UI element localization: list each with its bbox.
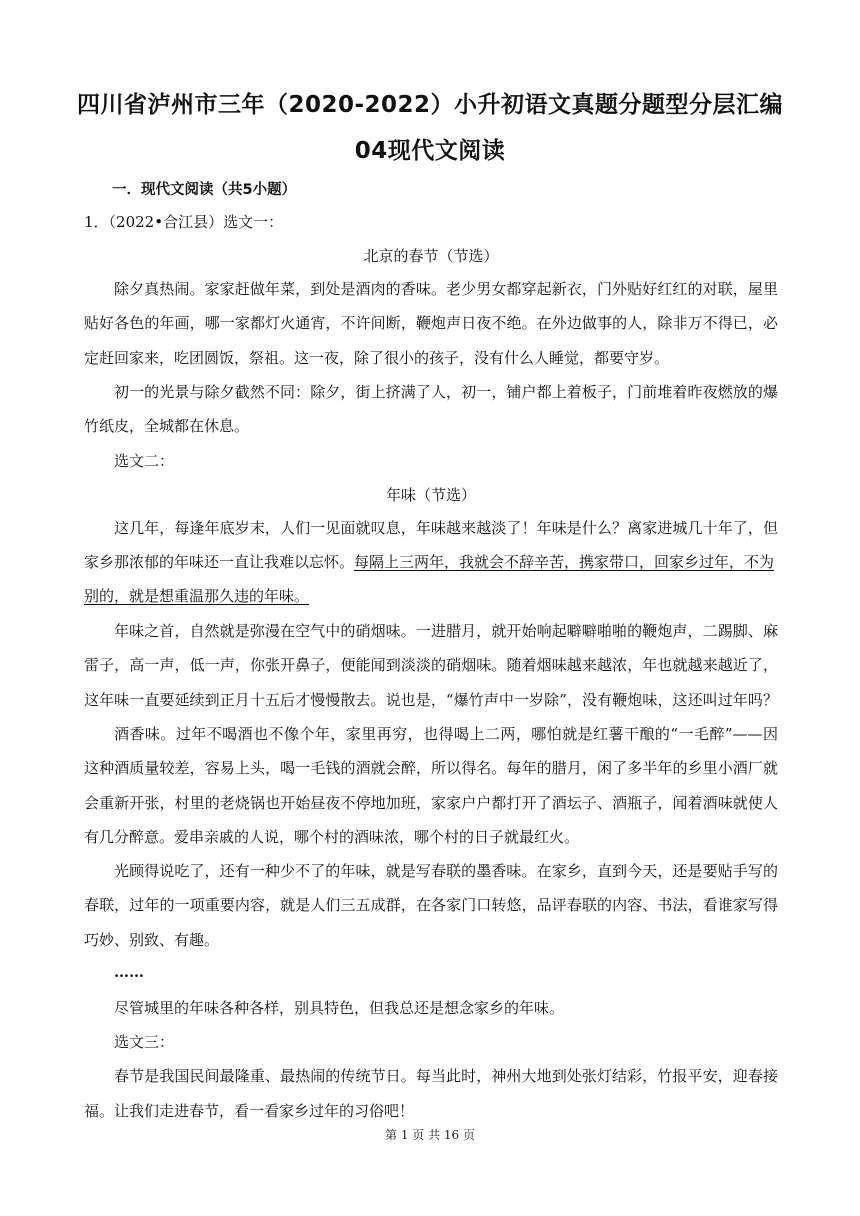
paragraph-text: 家乡那浓郁的年味还一直让我难以忘怀。 (84, 553, 355, 571)
paragraph-line: 这年味一直要延续到正月十五后才慢慢散去。说也是，“爆竹声中一岁除”，没有鞭炮味，这还叫过年吗？ (84, 691, 778, 709)
underlined-sentence: 别的，就是想重温那久违的年味。 (84, 587, 310, 605)
paragraph-line: 初一的光景与除夕截然不同：除夕，街上挤满了人，初一，铺户都上着板子，门前堆着昨夜燃放的爆 (114, 383, 778, 401)
document-title-line-2: 04现代文阅读 (354, 138, 506, 164)
paragraph-line: 竹纸皮，全城都在休息。 (84, 417, 250, 435)
section-heading: 一．现代文阅读（共5小题） (112, 182, 297, 198)
document-title-line-1: 四川省泸州市三年（2020-2022）小升初语文真题分题型分层汇编 (76, 92, 784, 118)
passage-2-title: 年味（节选） (385, 486, 476, 504)
paragraph-line: 尽管城里的年味各种各样，别具特色，但我总还是想念家乡的年味。 (114, 999, 565, 1017)
paragraph-line: 雷子，高一声，低一声，你张开鼻子，便能闻到淡淡的硝烟味。随着烟味越来越浓，年也就越来越近了， (84, 656, 778, 674)
paragraph-line: 年味之首，自然就是弥漫在空气中的硝烟味。一进腊月，就开始响起噼噼啪啪的鞭炮声，二踢脚、麻 (114, 622, 778, 640)
question-intro: 1．（2022•合江县）选文一： (84, 213, 284, 231)
paragraph-line: 福。让我们走进春节，看一看家乡过年的习俗吧！ (84, 1102, 415, 1120)
paragraph-line: 巧妙、别致、有趣。 (84, 931, 220, 949)
passage-1-title: 北京的春节（节选） (363, 247, 499, 265)
paragraph-line: 春联，过年的一项重要内容，就是人们三五成群，在各家门口转悠，品评春联的内容、书法，看谁家写得 (84, 896, 778, 914)
paragraph-line: 春节是我国民间最隆重、最热闹的传统节日。每当此时，神州大地到处张灯结彩，竹报平安，迎春接 (114, 1067, 778, 1085)
paragraph-line: 除夕真热闹。家家赶做年菜，到处是酒肉的香味。老少男女都穿起新衣，门外贴好红红的对联，屋里 (114, 280, 778, 298)
passage-3-label: 选文三： (114, 1033, 175, 1051)
ellipsis-mark: …… (114, 963, 144, 981)
paragraph-line: 有几分醉意。爱串亲戚的人说，哪个村的酒味浓，哪个村的日子就最红火。 (84, 828, 580, 846)
paragraph-line: 会重新开张，村里的老烧锅也开始昼夜不停地加班，家家户户都打开了酒坛子、酒瓶子，闻着酒味就使人 (84, 794, 778, 812)
paragraph-line: 定赶回家来，吃团圆饭，祭祖。这一夜，除了很小的孩子，没有什么人睡觉，都要守岁。 (84, 349, 670, 367)
paragraph-line: 酒香味。过年不喝酒也不像个年，家里再穷，也得喝上二两，哪怕就是红薯干酿的“一毛醉”——因 (114, 725, 778, 743)
page-number-footer: 第 1 页 共 16 页 (385, 1128, 475, 1142)
paragraph-line: 贴好各色的年画，哪一家都灯火通宵，不许间断，鞭炮声日夜不绝。在外边做事的人，除非万不得已，必 (84, 314, 778, 332)
paragraph-line: 光顾得说吃了，还有一种少不了的年味，就是写春联的墨香味。在家乡，直到今天，还是要贴手写的 (114, 862, 778, 880)
paragraph-line: 这几年，每逢年底岁末，人们一见面就叹息，年味越来越淡了！年味是什么？离家进城几十年了，但 (114, 519, 778, 537)
underlined-sentence: 每隔上三两年，我就会不辞辛苦，携家带口，回家乡过年，不为 (354, 553, 775, 571)
paragraph-line-with-underline (84, 551, 778, 573)
passage-2-label: 选文二： (114, 452, 175, 470)
paragraph-line: 这种酒质量较差，容易上头，喝一毛钱的酒就会醉，所以得名。每年的腊月，闲了多半年的乡里小酒厂就 (84, 759, 778, 777)
